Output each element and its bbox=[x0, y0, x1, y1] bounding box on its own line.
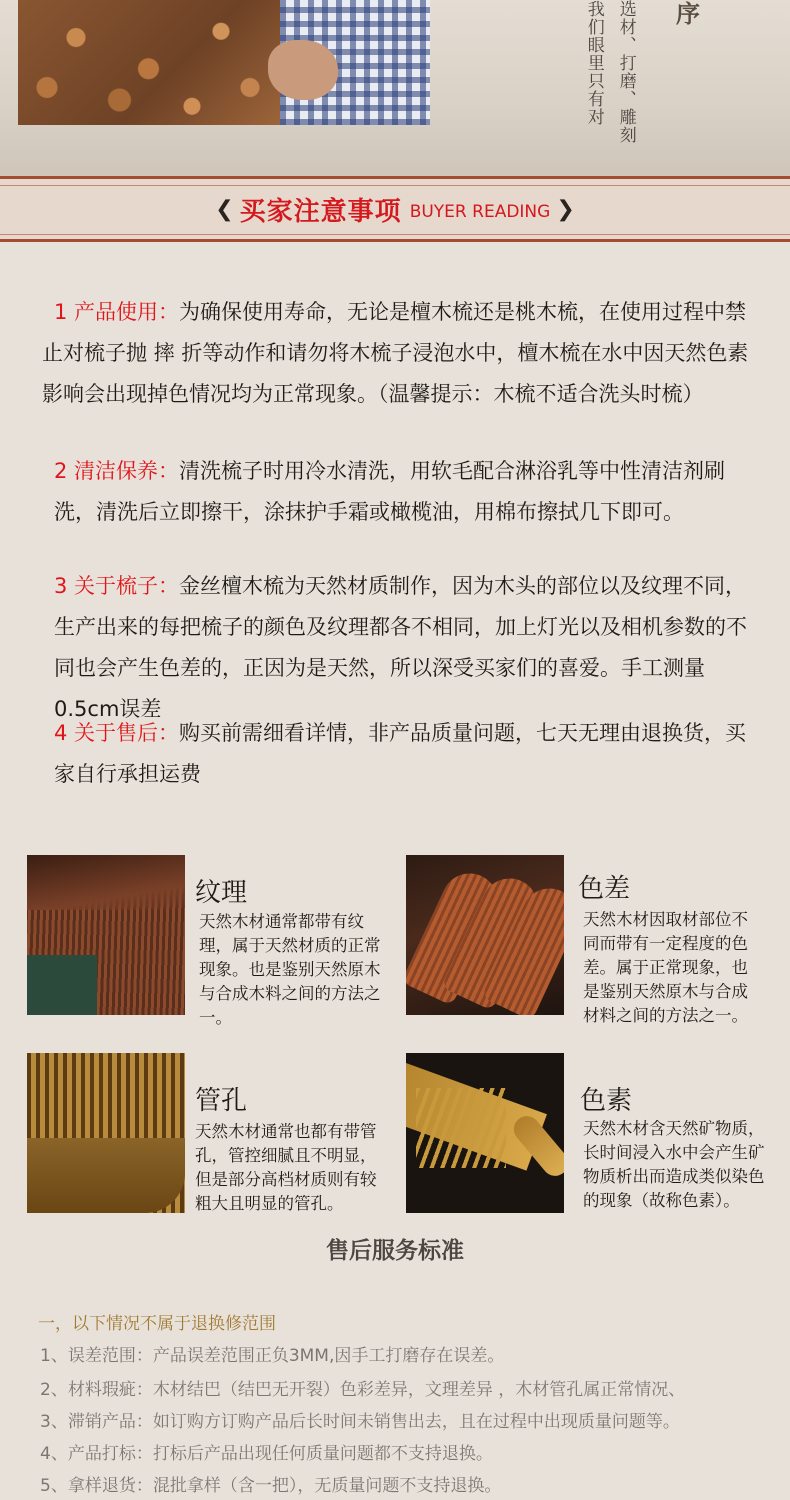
vertical-tagline-2: 选材、打磨、雕刻 bbox=[615, 0, 636, 144]
feature-desc-color-difference: 天然木材因取材部位不同而带有一定程度的色差。属于正常现象，也是鉴别天然原木与合成材料之间的方法之一。 bbox=[583, 910, 748, 1025]
right-arrow-icon: ❯ bbox=[556, 196, 575, 222]
note-text: 金丝檀木梳为天然材质制作，因为木头的部位以及纹理不同，生产出来的每把梳子的颜色及纹理都各不相同，加上灯光以及相机参数的不同也会产生色差的，正因为是天然，所以深受买家们的喜爱。手工测量0.5cm误差 bbox=[54, 574, 747, 721]
feature-title-texture: 纹理 bbox=[195, 878, 248, 908]
note-text: 为确保使用寿命，无论是檀木梳还是桃木梳，在使用过程中禁止对梳子抛 摔 折等动作和请勿将木梳子浸泡水中，檀木梳在水中因天然色素影响会出现掉色情况均为正常现象。（温馨提示：木梳不适合洗头时梳） bbox=[42, 300, 749, 406]
note-about-comb bbox=[54, 566, 764, 730]
after-sales-item: 2、材料瑕疵：木材结巴（结巴无开裂）色彩差异，文理差异 ，木材管孔属正常情况、 bbox=[40, 1380, 686, 1400]
feature-desc-texture: 天然木材通常都带有纹理，属于天然材质的正常现象。也是鉴别天然原木与合成木料之间的方法之一。 bbox=[199, 912, 381, 1027]
feature-desc-pores: 天然木材通常也都有带管孔，管控细腻且不明显，但是部分高档材质则有较粗大且明显的管孔。 bbox=[195, 1122, 377, 1213]
pigment-comb-image bbox=[406, 1053, 564, 1213]
header-title-cn: 买家注意事项 bbox=[239, 196, 402, 227]
feature-desc-pigment: 天然木材含天然矿物质，长时间浸入水中会产生矿物质析出而造成类似染色的现象（故称色素）。 bbox=[583, 1119, 765, 1210]
note-text: 购买前需细看详情，非产品质量问题，七天无理由退换货，买家自行承担运费 bbox=[54, 721, 747, 786]
note-text: 清洗梳子时用冷水清洗，用软毛配合淋浴乳等中性清洁剂刷洗，清洗后立即擦干，涂抹护手霜或橄榄油，用棉布擦拭几下即可。 bbox=[54, 459, 726, 524]
after-sales-item: 3、滞销产品：如订购方订购产品后长时间未销售出去，且在过程中出现质量问题等。 bbox=[40, 1412, 680, 1432]
pore-comb-image bbox=[27, 1053, 185, 1213]
after-sales-item: 4、产品打标：打标后产品出现任何质量问题都不支持退换。 bbox=[40, 1444, 493, 1464]
note-key: 1 产品使用： bbox=[54, 300, 180, 324]
texture-comb-image bbox=[27, 855, 185, 1015]
cloth-backdrop bbox=[27, 955, 97, 1015]
note-key: 4 关于售后： bbox=[54, 721, 180, 745]
wood-beads-image bbox=[18, 0, 308, 125]
note-key: 2 清洁保养： bbox=[54, 459, 180, 483]
feature-title-pores: 管孔 bbox=[195, 1086, 248, 1116]
craft-photo bbox=[18, 0, 430, 125]
after-sales-subtitle: 一，以下情况不属于退换修范围 bbox=[38, 1314, 276, 1334]
color-difference-comb-image bbox=[406, 855, 564, 1015]
note-cleaning bbox=[54, 451, 764, 533]
note-after-sales bbox=[54, 713, 764, 795]
note-key: 3 关于梳子： bbox=[54, 574, 180, 598]
after-sales-title: 售后服务标准 bbox=[326, 1238, 464, 1264]
feature-title-pigment: 色素 bbox=[580, 1086, 633, 1116]
comb-base bbox=[27, 1138, 185, 1213]
top-banner bbox=[0, 0, 790, 178]
comb-teeth bbox=[416, 1088, 506, 1168]
vertical-tagline-1: 我们眼里只有对 bbox=[583, 0, 604, 126]
feature-title-color-difference: 色差 bbox=[578, 874, 631, 904]
buyer-reading-header bbox=[0, 176, 790, 242]
after-sales-item: 1、误差范围：产品误差范围正负3MM,因手工打磨存在误差。 bbox=[40, 1346, 505, 1366]
artisan-hand-image bbox=[268, 40, 338, 100]
seal-character: 序 bbox=[676, 0, 700, 28]
header-title-en: BUYER READING bbox=[409, 202, 551, 222]
note-product-use bbox=[42, 292, 762, 415]
left-arrow-icon: ❮ bbox=[215, 196, 234, 222]
header-title-row bbox=[0, 179, 790, 239]
after-sales-item: 5、拿样退货：混批拿样（含一把），无质量问题不支持退换。 bbox=[40, 1476, 502, 1496]
